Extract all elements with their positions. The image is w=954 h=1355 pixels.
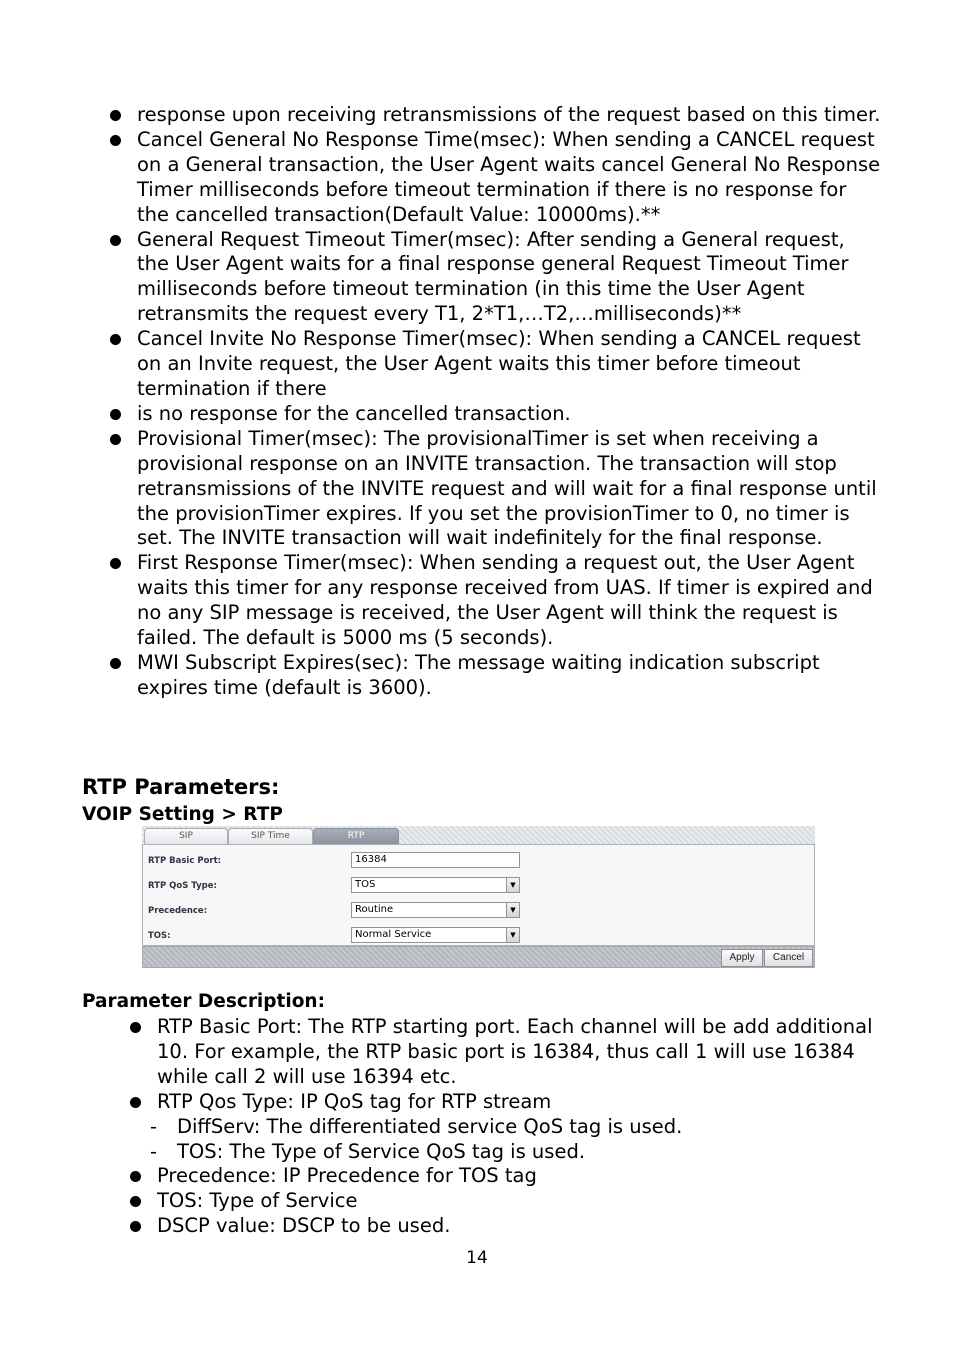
rtp-qos-type-value: TOS	[355, 879, 376, 890]
rtp-basic-port-input[interactable]	[351, 852, 520, 868]
list-item: Precedence: IP Precedence for TOS tag	[157, 1164, 887, 1189]
chevron-down-icon[interactable]: ▼	[506, 878, 519, 892]
rtp-settings-screenshot	[142, 826, 815, 968]
list-item: RTP Basic Port: The RTP starting port. Each channel will be add additional 10. For example, the RTP basic port is 16384, thus call 1 will use 16384 while call 2 will use 16394 etc.	[157, 1015, 887, 1090]
button-bar	[142, 946, 815, 968]
list-item: TOS: Type of Service	[157, 1189, 887, 1214]
chevron-down-icon[interactable]: ▼	[506, 928, 519, 942]
list-item: General Request Timeout Timer(msec): After sending a General request, the User Agent waits for a final response general Request Timeout Timer milliseconds before timeout termination (in this time the User Agent retransmits the request every T1, 2*T1,…T2,…milliseconds)**	[137, 228, 882, 328]
list-item: First Response Timer(msec): When sending a request out, the User Agent waits this timer for any response received from UAS. If timer is expired and no any SIP message is received, the User Agent will think the request is failed. The default is 5000 ms (5 seconds).	[137, 551, 882, 651]
list-item: Provisional Timer(msec): The provisionalTimer is set when receiving a provisional response on an INVITE transaction. The transaction will stop retransmissions of the INVITE request and will wait for a final response until the provisionTimer expires. If you set the provisionTimer to 0, no timer is set. The INVITE transaction will wait indefinitely for the final response.	[137, 427, 882, 552]
rtp-qos-type-select[interactable]	[351, 877, 520, 893]
tab-bar	[142, 826, 815, 844]
list-item: DSCP value: DSCP to be used.	[157, 1214, 887, 1239]
sub-list-item: - DiffServ: The differentiated service QoS tag is used.	[177, 1115, 887, 1140]
page-number: 14	[466, 1248, 488, 1268]
rtp-form	[142, 844, 815, 946]
precedence-select[interactable]	[351, 902, 520, 918]
parameter-bullet-list	[157, 1015, 887, 1239]
list-item: Cancel General No Response Time(msec): When sending a CANCEL request on a General transaction, the User Agent waits cancel General No Response Timer milliseconds before timeout termination if there is no response for the cancelled transaction(Default Value: 10000ms).**	[137, 127, 881, 226]
list-item: response upon receiving retransmissions of the request based on this timer.	[137, 103, 881, 126]
parameter-description-heading: Parameter Description:	[82, 991, 325, 1012]
timer-bullet-list	[137, 103, 882, 701]
sub-list-item: - TOS: The Type of Service QoS tag is used.	[177, 1140, 887, 1165]
rtp-qos-type-row	[143, 873, 814, 898]
list-item: Cancel Invite No Response Timer(msec): When sending a CANCEL request on an Invite request, the User Agent waits this timer before timeout termination if there	[137, 327, 882, 402]
tab-sip[interactable]: SIP	[144, 828, 228, 844]
rtp-qos-type-label: RTP QoS Type:	[148, 881, 217, 891]
tab-rtp[interactable]: RTP	[313, 828, 399, 844]
precedence-value: Routine	[355, 904, 394, 915]
list-item: RTP Qos Type: IP QoS tag for RTP stream	[157, 1090, 887, 1115]
apply-button[interactable]: Apply	[721, 949, 763, 967]
breadcrumb: VOIP Setting > RTP	[82, 804, 283, 825]
list-item: MWI Subscript Expires(sec): The message waiting indication subscript expires time (default is 3600).	[137, 651, 882, 701]
rtp-basic-port-row	[143, 848, 814, 873]
tos-row	[143, 923, 814, 948]
tos-label: TOS:	[148, 931, 171, 941]
rtp-basic-port-label: RTP Basic Port:	[148, 856, 222, 866]
tab-sip-time[interactable]: SIP Time	[228, 828, 313, 844]
tos-value: Normal Service	[355, 929, 432, 940]
tos-select[interactable]	[351, 927, 520, 943]
cancel-button[interactable]: Cancel	[764, 949, 813, 967]
section-heading: RTP Parameters:	[82, 775, 280, 799]
precedence-row	[143, 898, 814, 923]
precedence-label: Precedence:	[148, 906, 208, 916]
chevron-down-icon[interactable]: ▼	[506, 903, 519, 917]
list-item: is no response for the cancelled transaction.	[137, 402, 882, 427]
rtp-basic-port-value: 16384	[355, 854, 387, 865]
